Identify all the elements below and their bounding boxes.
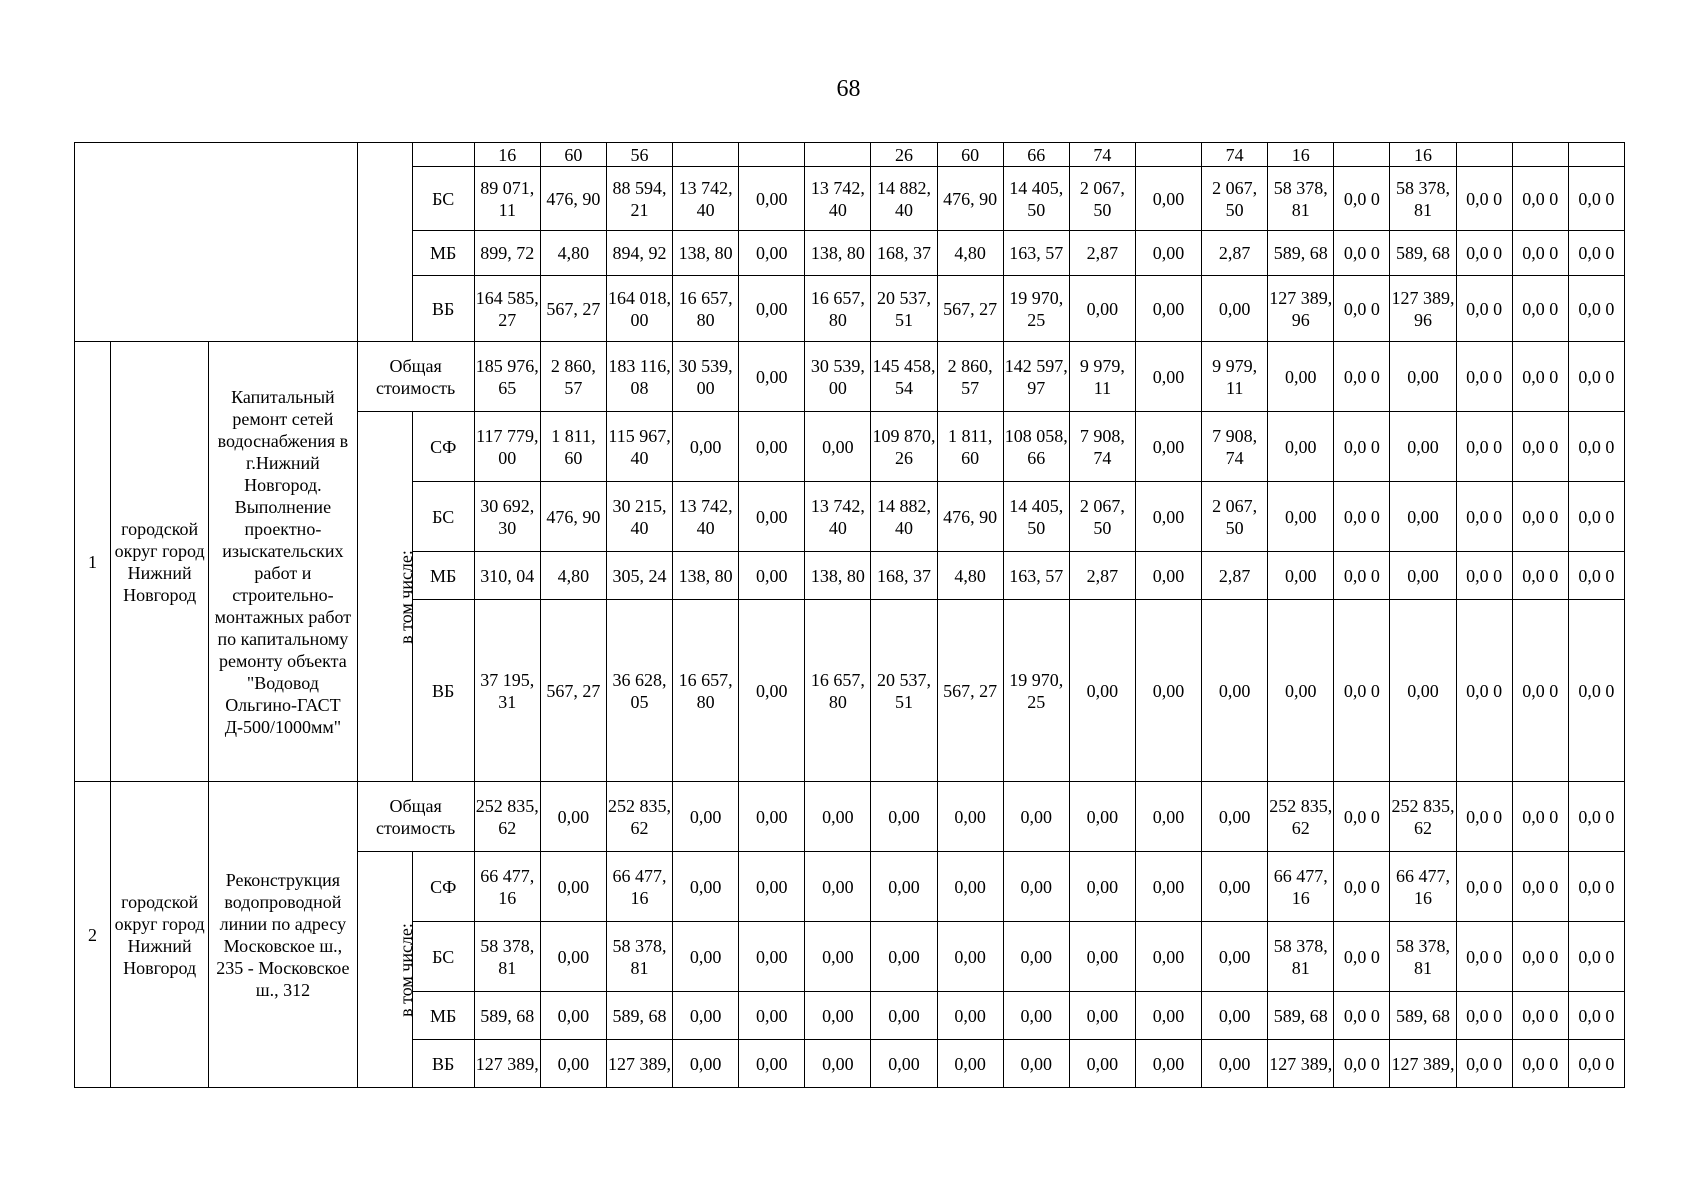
value-cell: 0,00	[540, 1040, 606, 1088]
value-cell: 0,00	[673, 1040, 739, 1088]
value-cell: 0,00	[739, 782, 805, 852]
value-cell: 13 742, 40	[673, 482, 739, 552]
value-cell: 30 539, 00	[673, 342, 739, 412]
value-cell: 0,00	[937, 992, 1003, 1040]
value-cell: 0,0 0	[1456, 922, 1512, 992]
value-cell: 0,00	[739, 231, 805, 276]
value-cell: 0,00	[739, 412, 805, 482]
value-cell: 0,00	[1202, 1040, 1268, 1088]
including-label	[357, 412, 416, 782]
value-cell: 1 811, 60	[937, 412, 1003, 482]
value-cell: 20 537, 51	[871, 276, 937, 342]
source-cell: БС	[412, 922, 474, 992]
value-cell: 66 477, 16	[474, 852, 540, 922]
municipality-cell: городской округ город Нижний Новгород	[111, 342, 209, 782]
value-cell: 0,0 0	[1334, 231, 1390, 276]
value-cell: 476, 90	[937, 167, 1003, 231]
value-cell: 58 378, 81	[474, 922, 540, 992]
value-cell: 0,00	[540, 992, 606, 1040]
value-cell: 0,0 0	[1512, 1040, 1568, 1088]
including-label-text: в том числе:	[395, 549, 416, 644]
value-cell: 252 835, 62	[1390, 782, 1456, 852]
value-cell: 0,00	[1069, 276, 1135, 342]
value-cell: 567, 27	[540, 600, 606, 782]
value-cell: 0,0 0	[1456, 852, 1512, 922]
budget-table	[74, 142, 1625, 1088]
value-cell: 0,00	[1202, 992, 1268, 1040]
value-cell: 0,00	[540, 852, 606, 922]
value-cell: 14 405, 50	[1003, 482, 1069, 552]
value-cell: 127 389, 96	[1390, 276, 1456, 342]
value-cell: 66 477, 16	[1268, 852, 1334, 922]
value-cell: 30 692, 30	[474, 482, 540, 552]
value-cell: 0,00	[1135, 482, 1201, 552]
value-cell: 0,00	[1135, 922, 1201, 992]
value-cell: 7 908, 74	[1202, 412, 1268, 482]
value-cell: 567, 27	[540, 276, 606, 342]
table-row	[75, 143, 1625, 167]
source-cell: МБ	[412, 992, 474, 1040]
value-cell: 899, 72	[474, 231, 540, 276]
source-cell: БС	[412, 167, 474, 231]
value-cell: 4,80	[540, 231, 606, 276]
value-cell: 66 477, 16	[606, 852, 672, 922]
value-cell: 0,00	[673, 992, 739, 1040]
value-cell: 0,00	[673, 922, 739, 992]
value-cell: 0,0 0	[1512, 782, 1568, 852]
value-cell: 58 378, 81	[1268, 922, 1334, 992]
value-cell	[739, 143, 805, 167]
value-cell: 310, 04	[474, 552, 540, 600]
value-cell: 0,0 0	[1456, 276, 1512, 342]
value-cell: 16	[1268, 143, 1334, 167]
value-cell: 0,00	[871, 1040, 937, 1088]
including-label	[357, 852, 416, 1088]
value-cell: 2 067, 50	[1202, 482, 1268, 552]
value-cell: 0,0 0	[1568, 600, 1624, 782]
value-cell: 894, 92	[606, 231, 672, 276]
value-cell: 0,0 0	[1456, 412, 1512, 482]
table-row	[75, 782, 1625, 852]
value-cell: 66	[1003, 143, 1069, 167]
value-cell: 0,0 0	[1334, 782, 1390, 852]
value-cell: 74	[1202, 143, 1268, 167]
value-cell: 0,00	[673, 412, 739, 482]
source-cell: ВБ	[412, 600, 474, 782]
value-cell: 0,00	[871, 922, 937, 992]
value-cell: 115 967, 40	[606, 412, 672, 482]
value-cell: 163, 57	[1003, 552, 1069, 600]
value-cell: 58 378, 81	[1268, 167, 1334, 231]
value-cell: 0,0 0	[1334, 852, 1390, 922]
source-cell: ВБ	[412, 276, 474, 342]
value-cell: 2 067, 50	[1069, 167, 1135, 231]
value-cell: 30 215, 40	[606, 482, 672, 552]
value-cell: 58 378, 81	[1390, 922, 1456, 992]
value-cell: 0,00	[1390, 482, 1456, 552]
value-cell: 0,00	[739, 276, 805, 342]
value-cell: 89 071, 11	[474, 167, 540, 231]
value-cell	[1512, 143, 1568, 167]
value-cell: 0,0 0	[1512, 231, 1568, 276]
value-cell: 60	[540, 143, 606, 167]
value-cell: 4,80	[540, 552, 606, 600]
value-cell: 58 378, 81	[1390, 167, 1456, 231]
value-cell: 36 628, 05	[606, 600, 672, 782]
continuation-blank-cell	[75, 143, 358, 342]
value-cell: 168, 37	[871, 552, 937, 600]
value-cell: 13 742, 40	[673, 167, 739, 231]
value-cell: 0,00	[1202, 600, 1268, 782]
value-cell	[1568, 143, 1624, 167]
value-cell: 0,0 0	[1334, 922, 1390, 992]
value-cell: 0,00	[1135, 992, 1201, 1040]
value-cell: 0,0 0	[1334, 600, 1390, 782]
value-cell: 117 779, 00	[474, 412, 540, 482]
value-cell: 0,00	[871, 992, 937, 1040]
value-cell: 185 976, 65	[474, 342, 540, 412]
value-cell: 2 860, 57	[937, 342, 1003, 412]
value-cell: 4,80	[937, 552, 1003, 600]
value-cell: 252 835, 62	[606, 782, 672, 852]
value-cell: 0,0 0	[1512, 600, 1568, 782]
value-cell: 0,00	[1390, 552, 1456, 600]
value-cell: 60	[937, 143, 1003, 167]
value-cell: 0,0 0	[1568, 992, 1624, 1040]
value-cell: 0,00	[540, 922, 606, 992]
value-cell: 0,00	[1069, 600, 1135, 782]
value-cell: 127 389,	[474, 1040, 540, 1088]
value-cell: 2 860, 57	[540, 342, 606, 412]
value-cell: 0,00	[1003, 782, 1069, 852]
value-cell: 14 882, 40	[871, 167, 937, 231]
value-cell	[1456, 143, 1512, 167]
value-cell: 0,0 0	[1334, 482, 1390, 552]
value-cell: 0,0 0	[1456, 482, 1512, 552]
value-cell: 16 657, 80	[805, 600, 871, 782]
value-cell	[1135, 143, 1201, 167]
value-cell: 0,0 0	[1334, 1040, 1390, 1088]
value-cell: 56	[606, 143, 672, 167]
value-cell: 0,0 0	[1512, 482, 1568, 552]
value-cell: 0,00	[739, 992, 805, 1040]
value-cell: 0,0 0	[1512, 276, 1568, 342]
value-cell: 0,00	[1135, 1040, 1201, 1088]
value-cell: 0,00	[1069, 782, 1135, 852]
value-cell: 16 657, 80	[805, 276, 871, 342]
value-cell	[1334, 143, 1390, 167]
value-cell: 567, 27	[937, 600, 1003, 782]
value-cell: 589, 68	[606, 992, 672, 1040]
value-cell: 589, 68	[1390, 231, 1456, 276]
value-cell: 0,0 0	[1568, 552, 1624, 600]
value-cell: 138, 80	[673, 231, 739, 276]
value-cell: 0,00	[1135, 342, 1201, 412]
value-cell: 30 539, 00	[805, 342, 871, 412]
value-cell: 127 389,	[1390, 1040, 1456, 1088]
object-number: 1	[75, 342, 111, 782]
value-cell: 0,00	[871, 852, 937, 922]
value-cell: 0,00	[739, 1040, 805, 1088]
value-cell: 0,00	[1202, 276, 1268, 342]
value-cell: 0,0 0	[1512, 342, 1568, 412]
value-cell: 109 870, 26	[871, 412, 937, 482]
table-body	[75, 143, 1625, 1088]
value-cell: 476, 90	[937, 482, 1003, 552]
value-cell: 252 835, 62	[474, 782, 540, 852]
value-cell: 138, 80	[805, 231, 871, 276]
value-cell: 0,00	[805, 852, 871, 922]
value-cell: 26	[871, 143, 937, 167]
value-cell: 164 585, 27	[474, 276, 540, 342]
value-cell: 0,00	[1135, 167, 1201, 231]
value-cell: 0,0 0	[1568, 852, 1624, 922]
value-cell: 0,0 0	[1512, 552, 1568, 600]
value-cell: 164 018, 00	[606, 276, 672, 342]
table-row	[75, 342, 1625, 412]
page-number: 68	[836, 76, 861, 102]
value-cell: 0,0 0	[1568, 482, 1624, 552]
value-cell: 0,0 0	[1568, 342, 1624, 412]
value-cell: 0,0 0	[1334, 167, 1390, 231]
including-label-text: в том числе:	[395, 922, 416, 1017]
value-cell: 0,0 0	[1334, 992, 1390, 1040]
value-cell: 0,00	[1135, 552, 1201, 600]
value-cell: 0,0 0	[1456, 1040, 1512, 1088]
value-cell: 0,00	[1003, 992, 1069, 1040]
value-cell: 138, 80	[673, 552, 739, 600]
value-cell: 0,00	[805, 782, 871, 852]
value-cell: 589, 68	[1390, 992, 1456, 1040]
value-cell: 16	[1390, 143, 1456, 167]
value-cell: 9 979, 11	[1069, 342, 1135, 412]
value-cell: 0,0 0	[1334, 342, 1390, 412]
value-cell: 0,00	[739, 167, 805, 231]
value-cell: 2,87	[1202, 231, 1268, 276]
value-cell: 16	[474, 143, 540, 167]
object-description: Капитальный ремонт сетей водоснабжения в г.Нижний Новгород. Выполнение проектно-изыскательских работ и строительно-монтажных работ по капитальному ремонту объекта "Водовод Ольгино-ГАСТ Д-500/1000мм"	[209, 342, 357, 782]
value-cell: 0,00	[1202, 922, 1268, 992]
value-cell: 16 657, 80	[673, 276, 739, 342]
value-cell: 0,00	[1003, 1040, 1069, 1088]
value-cell: 127 389, 96	[1268, 276, 1334, 342]
value-cell: 252 835, 62	[1268, 782, 1334, 852]
value-cell: 0,0 0	[1568, 231, 1624, 276]
value-cell: 0,00	[1135, 782, 1201, 852]
value-cell: 567, 27	[937, 276, 1003, 342]
value-cell: 0,00	[805, 922, 871, 992]
value-cell: 0,0 0	[1512, 992, 1568, 1040]
value-cell: 0,00	[1268, 552, 1334, 600]
value-cell: 0,00	[805, 1040, 871, 1088]
value-cell: 0,00	[1390, 412, 1456, 482]
value-cell: 0,0 0	[1568, 412, 1624, 482]
value-cell: 0,0 0	[1568, 167, 1624, 231]
value-cell: 0,00	[739, 342, 805, 412]
value-cell: 0,00	[805, 992, 871, 1040]
value-cell: 0,00	[1069, 922, 1135, 992]
value-cell: 19 970, 25	[1003, 600, 1069, 782]
value-cell: 20 537, 51	[871, 600, 937, 782]
value-cell: 2,87	[1069, 552, 1135, 600]
value-cell: 7 908, 74	[1069, 412, 1135, 482]
value-cell: 0,0 0	[1456, 992, 1512, 1040]
value-cell: 0,0 0	[1568, 782, 1624, 852]
value-cell: 0,0 0	[1334, 552, 1390, 600]
value-cell: 0,00	[937, 1040, 1003, 1088]
value-cell: 127 389,	[1268, 1040, 1334, 1088]
total-cost-label: Общая стоимость	[357, 782, 474, 852]
value-cell: 589, 68	[1268, 992, 1334, 1040]
value-cell: 476, 90	[540, 167, 606, 231]
value-cell	[673, 143, 739, 167]
value-cell: 163, 57	[1003, 231, 1069, 276]
value-cell: 0,0 0	[1512, 167, 1568, 231]
value-cell: 9 979, 11	[1202, 342, 1268, 412]
value-cell: 0,0 0	[1456, 167, 1512, 231]
value-cell: 0,00	[937, 782, 1003, 852]
continuation-blank-cell	[412, 143, 474, 167]
value-cell: 66 477, 16	[1390, 852, 1456, 922]
value-cell: 0,00	[739, 852, 805, 922]
value-cell: 0,00	[1268, 482, 1334, 552]
value-cell: 0,00	[739, 922, 805, 992]
value-cell: 0,0 0	[1568, 276, 1624, 342]
value-cell: 19 970, 25	[1003, 276, 1069, 342]
value-cell: 88 594, 21	[606, 167, 672, 231]
value-cell: 16 657, 80	[673, 600, 739, 782]
value-cell: 0,0 0	[1568, 922, 1624, 992]
value-cell: 0,0 0	[1456, 552, 1512, 600]
continuation-blank-cell	[357, 143, 412, 342]
value-cell: 0,00	[1069, 852, 1135, 922]
value-cell: 476, 90	[540, 482, 606, 552]
value-cell: 0,0 0	[1512, 412, 1568, 482]
value-cell: 14 882, 40	[871, 482, 937, 552]
value-cell: 0,0 0	[1512, 922, 1568, 992]
total-cost-label: Общая стоимость	[357, 342, 474, 412]
value-cell: 0,0 0	[1456, 342, 1512, 412]
value-cell: 74	[1069, 143, 1135, 167]
value-cell: 138, 80	[805, 552, 871, 600]
value-cell: 168, 37	[871, 231, 937, 276]
source-cell: СФ	[412, 852, 474, 922]
value-cell: 4,80	[937, 231, 1003, 276]
value-cell: 0,00	[1003, 852, 1069, 922]
value-cell: 0,00	[1069, 1040, 1135, 1088]
value-cell: 2,87	[1202, 552, 1268, 600]
value-cell: 0,00	[1135, 600, 1201, 782]
value-cell: 2,87	[1069, 231, 1135, 276]
value-cell: 0,0 0	[1456, 231, 1512, 276]
value-cell: 0,00	[673, 852, 739, 922]
source-cell: МБ	[412, 231, 474, 276]
value-cell: 0,00	[739, 552, 805, 600]
value-cell: 0,0 0	[1456, 600, 1512, 782]
value-cell: 589, 68	[474, 992, 540, 1040]
value-cell: 37 195, 31	[474, 600, 540, 782]
object-description: Реконструкция водопроводной линии по адресу Московское ш., 235 - Московское ш., 312	[209, 782, 357, 1088]
value-cell: 0,00	[540, 782, 606, 852]
value-cell: 589, 68	[1268, 231, 1334, 276]
value-cell: 0,0 0	[1568, 1040, 1624, 1088]
value-cell: 0,00	[1069, 992, 1135, 1040]
value-cell: 305, 24	[606, 552, 672, 600]
value-cell: 0,00	[805, 412, 871, 482]
value-cell: 0,00	[739, 482, 805, 552]
value-cell: 0,00	[1135, 231, 1201, 276]
value-cell: 0,00	[1268, 600, 1334, 782]
value-cell: 0,00	[1135, 852, 1201, 922]
value-cell: 0,00	[937, 852, 1003, 922]
source-cell: ВБ	[412, 1040, 474, 1088]
value-cell: 0,00	[739, 600, 805, 782]
value-cell: 0,0 0	[1456, 782, 1512, 852]
value-cell: 108 058, 66	[1003, 412, 1069, 482]
value-cell: 58 378, 81	[606, 922, 672, 992]
value-cell: 2 067, 50	[1202, 167, 1268, 231]
value-cell: 0,00	[871, 782, 937, 852]
value-cell: 0,00	[1268, 342, 1334, 412]
value-cell: 0,0 0	[1334, 276, 1390, 342]
value-cell: 1 811, 60	[540, 412, 606, 482]
source-cell: БС	[412, 482, 474, 552]
value-cell: 0,00	[1135, 276, 1201, 342]
value-cell: 0,00	[1135, 412, 1201, 482]
municipality-cell: городской округ город Нижний Новгород	[111, 782, 209, 1088]
value-cell: 145 458, 54	[871, 342, 937, 412]
value-cell	[805, 143, 871, 167]
value-cell: 0,00	[1390, 342, 1456, 412]
value-cell: 13 742, 40	[805, 482, 871, 552]
value-cell: 0,00	[1268, 412, 1334, 482]
value-cell: 2 067, 50	[1069, 482, 1135, 552]
value-cell: 142 597, 97	[1003, 342, 1069, 412]
value-cell: 14 405, 50	[1003, 167, 1069, 231]
value-cell: 0,0 0	[1334, 412, 1390, 482]
source-cell: МБ	[412, 552, 474, 600]
source-cell: СФ	[412, 412, 474, 482]
value-cell: 0,00	[1202, 782, 1268, 852]
value-cell: 0,00	[1003, 922, 1069, 992]
value-cell: 0,00	[1202, 852, 1268, 922]
value-cell: 0,00	[673, 782, 739, 852]
value-cell: 0,00	[937, 922, 1003, 992]
value-cell: 0,0 0	[1512, 852, 1568, 922]
value-cell: 0,00	[1390, 600, 1456, 782]
value-cell: 13 742, 40	[805, 167, 871, 231]
value-cell: 127 389,	[606, 1040, 672, 1088]
object-number: 2	[75, 782, 111, 1088]
value-cell: 183 116, 08	[606, 342, 672, 412]
